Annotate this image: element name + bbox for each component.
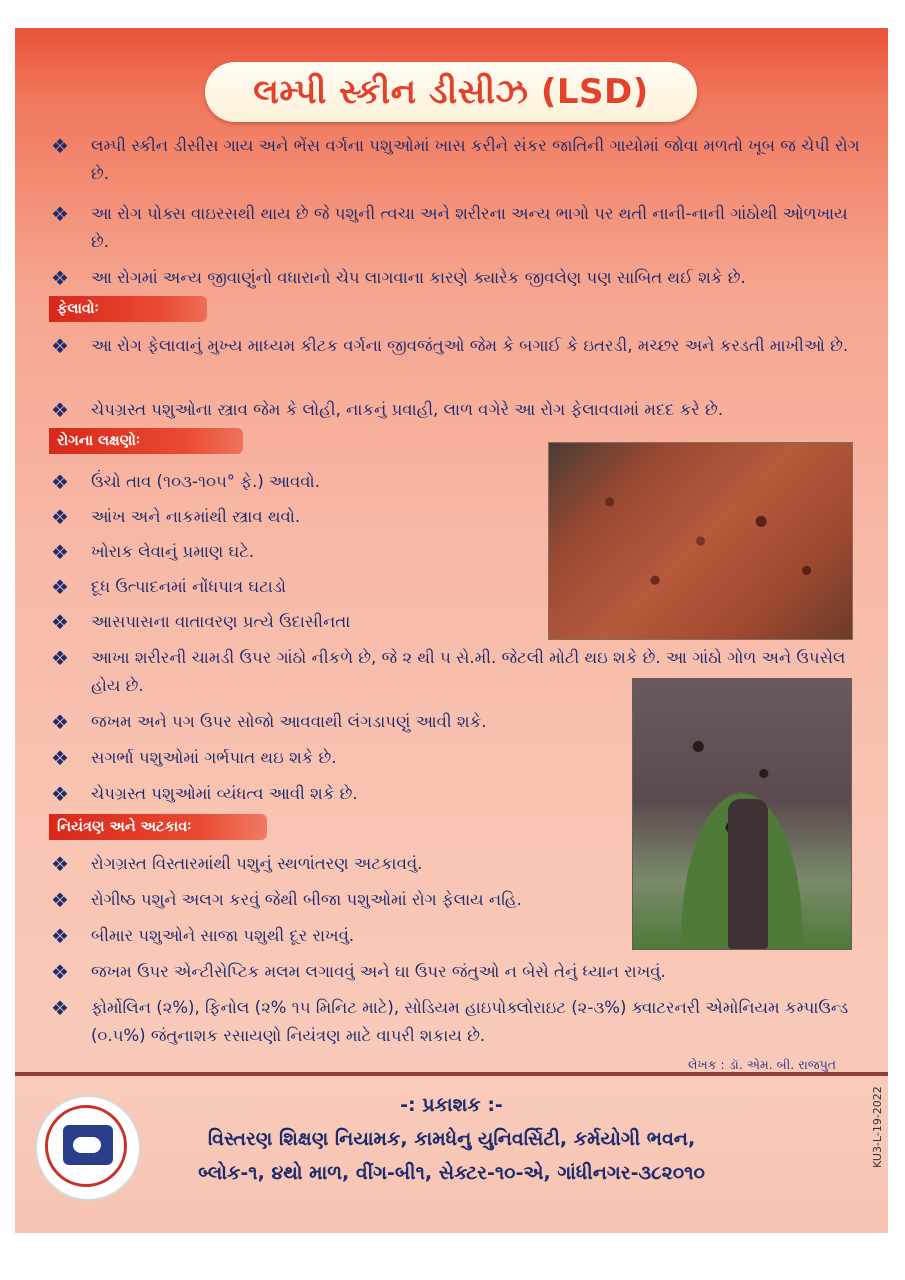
symptom-text: જખમ અને પગ ઉપર સોજો આવવાથી લંગડાપણું આવી શકે. xyxy=(91,712,487,731)
intro-text: આ રોગમાં અન્ય જીવાણુંનો વધારાનો ચેપ લાગવાના કારણે ક્યારેક જીવલેણ પણ સાબિત થઈ શકે છે. xyxy=(91,268,746,287)
control-text: બીમાર પશુઓને સાજા પશુથી દૂર રાખવું. xyxy=(91,926,355,945)
symptom-item xyxy=(49,538,529,566)
symptom-item xyxy=(49,608,529,636)
symptom-text: દૂધ ઉત્પાદનમાં નોંધપાત્ર ઘટાડો xyxy=(91,577,287,596)
intro-text: લમ્પી સ્કીન ડીસીસ ગાય અને ભેંસ વર્ગના પશુઓમાં ખાસ કરીને સંકર જાતિની ગાયોમાં જોવા મળતો ખૂબ જ ચેપી રોગ છે. xyxy=(91,136,860,183)
spread-text: આ રોગ ફેલાવાનું મુખ્ય માધ્યમ કીટક વર્ગના જીવજંતુઓ જેમ કે બગાઈ કે ઇતરડી, મચ્છર અને કરડતી માખીઓ છે. xyxy=(91,336,849,355)
bullet-icon: ❖ xyxy=(51,888,69,912)
symptom-text: આખા શરીરની ચામડી ઉપર ગાંઠો નીકળે છે, જે ૨ થી ૫ સે.મી. જેટલી મોટી થઇ શકે છે. આ ગાંઠો ગોળ અને ઉપસેલ હોય છે. xyxy=(91,648,846,695)
symptom-item xyxy=(49,708,609,736)
control-item xyxy=(49,958,869,986)
bullet-icon: ❖ xyxy=(51,782,69,806)
bullet-icon: ❖ xyxy=(51,996,69,1020)
publisher-label: -: પ્રકાશક :- xyxy=(400,1094,503,1116)
intro-item xyxy=(49,264,869,292)
bullet-icon: ❖ xyxy=(51,746,69,770)
control-text: રોગગ્રસ્ત વિસ્તારમાંથી પશુનું સ્થળાંતરણ અટકાવવું. xyxy=(91,854,423,873)
bullet-icon: ❖ xyxy=(51,398,69,422)
bullet-icon: ❖ xyxy=(51,924,69,948)
bullet-icon: ❖ xyxy=(51,646,69,670)
bullet-icon: ❖ xyxy=(51,202,69,226)
bullet-icon: ❖ xyxy=(51,470,69,494)
author-credit: લેખક : ડૉ. એમ. બી. રાજપુત xyxy=(687,1057,836,1072)
bullet-icon: ❖ xyxy=(51,610,69,634)
cow-leg-lesions-photo xyxy=(632,678,852,950)
control-text: રોગીષ્ઠ પશુને અલગ કરવું જેથી બીજા પશુઓમાં રોગ ફેલાય નહિ. xyxy=(91,890,522,909)
bullet-icon: ❖ xyxy=(51,334,69,358)
control-item xyxy=(49,850,609,878)
publisher-line-1: વિસ્તરણ શિક્ષણ નિયામક, કામધેનુ યુનિવર્સિટી, કર્મયોગી ભવન, xyxy=(207,1128,696,1150)
page-title: લમ્પી સ્કીન ડીસીઝ (LSD) xyxy=(253,72,649,112)
control-item xyxy=(49,994,869,1050)
intro-item xyxy=(49,132,869,188)
title-banner xyxy=(205,62,697,122)
control-text: ફોર્મોલિન (૨%), ફિનોલ (૨% ૧૫ મિનિટ માટે), સોડિયમ હાઇપોક્લોરાઇટ (૨-૩%) ક્વાટરનરી એમોનિયમ કમ્પાઉન્ડ (૦.૫%) જંતુનાશક રસાયણો નિયંત્રણ માટે વાપરી શકાય છે. xyxy=(91,998,849,1045)
control-item xyxy=(49,886,609,914)
control-text: જખમ ઉપર એન્ટીસેપ્ટિક મલમ લગાવવું અને ઘા ઉપર જંતુઓ ન બેસે તેનું ધ્યાન રાખવું. xyxy=(91,962,666,981)
infected-cow-photo xyxy=(548,442,853,640)
publisher-line-2: બ્લોક-૧, ૪થો માળ, વીંગ-બી૧, સેક્ટર-૧૦-એ, ગાંધીનગર-૩૮૨૦૧૦ xyxy=(198,1162,705,1184)
footer-divider xyxy=(15,1072,888,1076)
intro-item xyxy=(49,200,869,256)
bullet-icon: ❖ xyxy=(51,960,69,984)
bullet-icon: ❖ xyxy=(51,266,69,290)
symptom-text: ખોરાક લેવાનું પ્રમાણ ઘટે. xyxy=(91,542,255,561)
spread-text: ચેપગ્રસ્ત પશુઓના સ્ત્રાવ જેમ કે લોહી, નાકનું પ્રવાહી, લાળ વગેરે આ રોગ ફેલાવવામાં મદદ કરે છે. xyxy=(91,400,724,419)
symptom-text: ઉંચો તાવ (૧૦૩-૧૦૫° ફે.) આવવો. xyxy=(91,472,320,491)
symptom-item xyxy=(49,573,529,601)
bullet-icon: ❖ xyxy=(51,575,69,599)
intro-text: આ રોગ પોક્સ વાઇરસથી થાય છે જે પશુની ત્વચા અને શરીરના અન્ય ભાગો પર થતી નાની-નાની ગાંઠોથી ઓળખાય છે. xyxy=(91,204,848,251)
symptom-text: ચેપગ્રસ્ત પશુઓમાં વ્યંધત્વ આવી શકે છે. xyxy=(91,784,358,803)
bullet-icon: ❖ xyxy=(51,852,69,876)
symptoms-heading: રોગના લક્ષણોઃ xyxy=(49,428,243,454)
control-heading: નિયંત્રણ અને અટકાવઃ xyxy=(49,814,267,840)
symptom-item xyxy=(49,503,529,531)
symptom-text: આસપાસના વાતાવરણ પ્રત્યે ઉદાસીનતા xyxy=(91,612,351,631)
bullet-icon: ❖ xyxy=(51,540,69,564)
spread-item xyxy=(49,396,869,424)
bullet-icon: ❖ xyxy=(51,505,69,529)
document-code: KU3-L-19-2022 xyxy=(871,1086,884,1168)
symptom-text: સગર્ભા પશુઓમાં ગર્ભપાત થઇ શકે છે. xyxy=(91,748,337,767)
symptom-item xyxy=(49,780,609,808)
bullet-icon: ❖ xyxy=(51,134,69,158)
spread-item xyxy=(49,332,869,360)
symptom-text: આંખ અને નાકમાંથી સ્ત્રાવ થવો. xyxy=(91,507,301,526)
bullet-icon: ❖ xyxy=(51,710,69,734)
symptom-item xyxy=(49,468,529,496)
symptom-item xyxy=(49,744,609,772)
spread-heading: ફેલાવોઃ xyxy=(49,296,207,322)
control-item xyxy=(49,922,609,950)
leaflet xyxy=(15,28,888,1233)
cow-leg-shape xyxy=(728,799,768,949)
